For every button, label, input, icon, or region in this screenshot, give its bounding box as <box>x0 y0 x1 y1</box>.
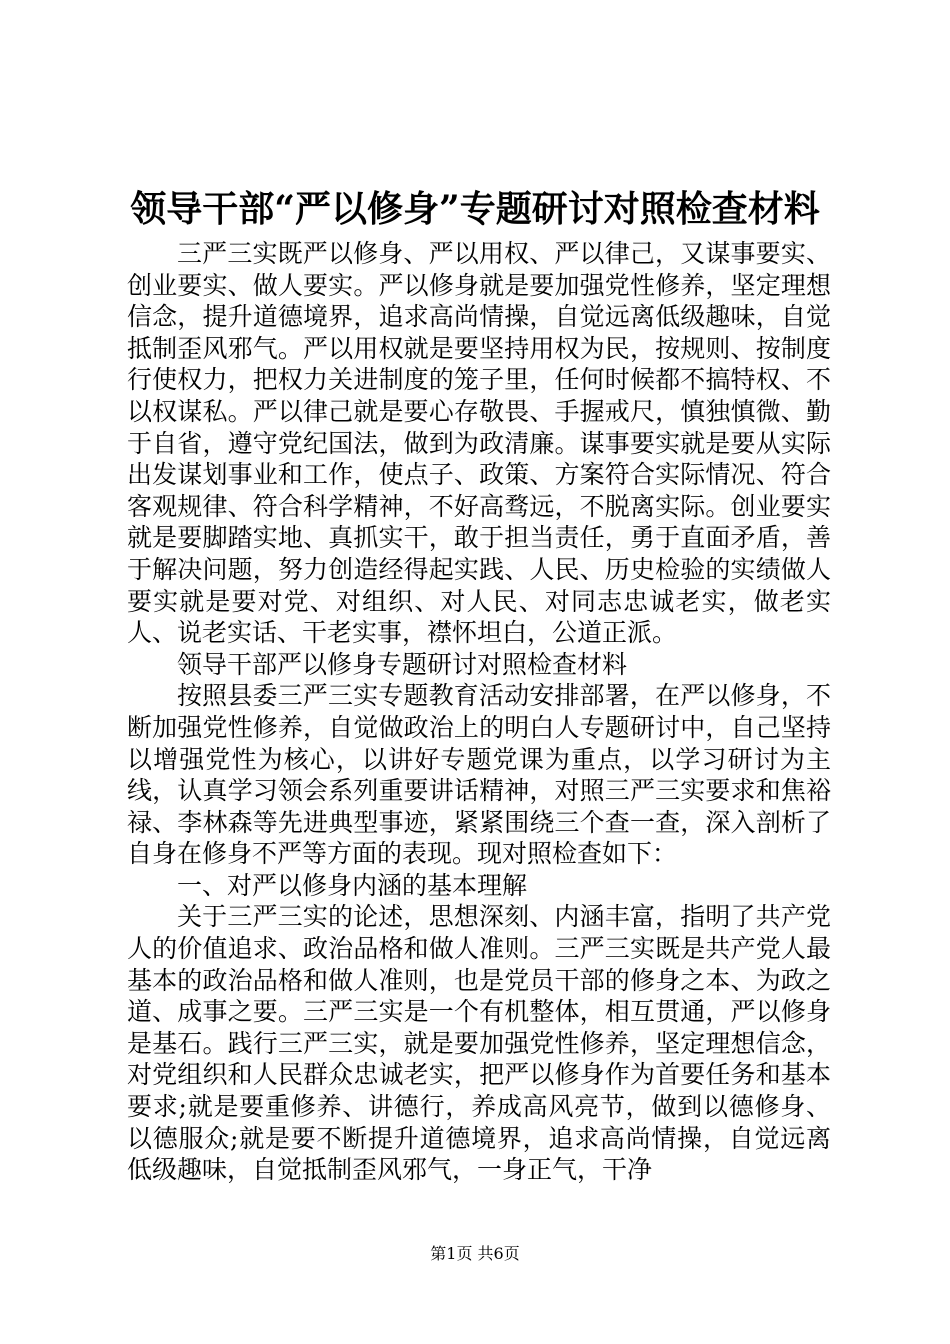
paragraph: 三严三实既严以修身、严以用权、严以律己，又谋事要实、创业要实、做人要实。严以修身就是要加强党性修养，坚定理想信念，提升道德境界，追求高尚情操，自觉远离低级趣味，自觉抵制歪风邪气。严以用权就是要坚持用权为民，按规则、按制度行使权力，把权力关进制度的笼子里，任何时候都不搞特权、不以权谋私。严以律己就是要心存敬畏、手握戒尺，慎独慎微、勤于自省，遵守党纪国法，做到为政清廉。谋事要实就是要从实际出发谋划事业和工作，使点子、政策、方案符合实际情况、符合客观规律、符合科学精神，不好高骛远，不脱离实际。创业要实就是要脚踏实地、真抓实干，敢于担当责任，勇于直面矛盾，善于解决问题，努力创造经得起实践、人民、历史检验的实绩做人要实就是要对党、对组织、对人民、对同志忠诚老实，做老实人、说老实话、干老实事，襟怀坦白，公道正派。 <box>127 239 831 648</box>
section-heading: 一、对严以修身内涵的基本理解 <box>177 870 528 900</box>
paragraph: 关于三严三实的论述，思想深刻、内涵丰富，指明了共产党人的价值追求、政治品格和做人准则。三严三实既是共产党人最基本的政治品格和做人准则，也是党员干部的修身之本、为政之道、成事之要。三严三实是一个有机整体，相互贯通，严以修身是基石。践行三严三实，就是要加强党性修养，坚定理想信念，对党组织和人民群众忠诚老实，把严以修身作为首要任务和基本要求;就是要重修养、讲德行，养成高风亮节，做到以德修身、以德服众;就是要不断提升道德境界，追求高尚情操，自觉远离低级趣味，自觉抵制歪风邪气，一身正气，干净 <box>127 902 831 1185</box>
document-title: 领导干部“严以修身”专题研讨对照检查材料 <box>130 188 820 230</box>
paragraph: 按照县委三严三实专题教育活动安排部署，在严以修身，不断加强党性修养，自觉做政治上的明白人专题研讨中，自己坚持以增强党性为核心，以讲好专题党课为重点，以学习研讨为主线，认真学习领会系列重要讲话精神，对照三严三实要求和焦裕禄、李林森等先进典型事迹，紧紧围绕三个查一查，深入剖析了自身在修身不严等方面的表现。现对照检查如下： <box>127 681 831 869</box>
document-body <box>127 238 831 1186</box>
page-number-footer: 第1页 共6页 <box>430 1244 520 1263</box>
paragraph: 领导干部严以修身专题研讨对照检查材料 <box>177 649 628 679</box>
